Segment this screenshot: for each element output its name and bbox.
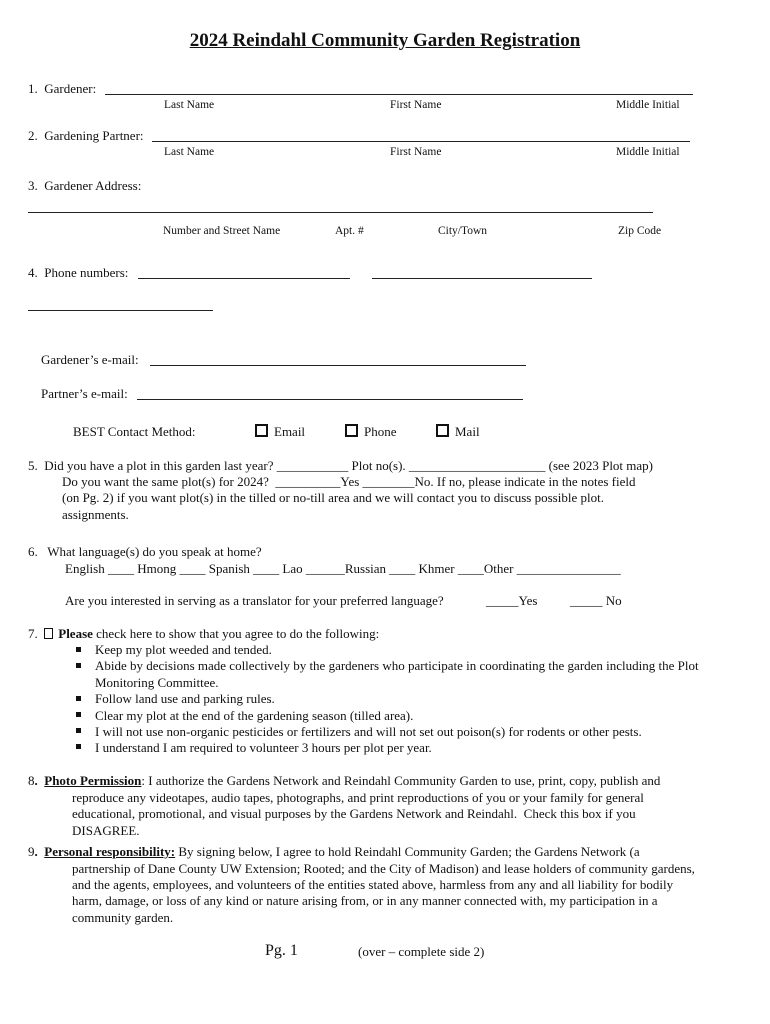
bullet-icon <box>76 663 81 668</box>
q8-line-2: reproduce any videotapes, audio tapes, photographs, and print reproductions of you or your family for general <box>72 790 644 805</box>
bullet-icon <box>76 647 81 652</box>
phone-label: 4. Phone numbers: <box>28 265 129 280</box>
street-caption: Number and Street Name <box>163 225 281 237</box>
q9-line-1: 9. Personal responsibility: By signing below, I agree to hold Reindahl Community Garden; the Gardens Network (a <box>28 844 640 859</box>
contact-email-label: Email <box>274 424 306 439</box>
q7-item-2: Abide by decisions made collectively by the gardeners who participate in coordinating the garden including the Plot <box>95 658 699 673</box>
q9-line-5: community garden. <box>72 910 174 925</box>
q5-line-1: 5. Did you have a plot in this garden last year? ___________ Plot no(s). _____________________ (see 2023 Plot map) <box>28 458 654 473</box>
phone-field-1[interactable] <box>138 278 350 279</box>
q8-line-4: DISAGREE. <box>72 823 140 838</box>
q6-line-1: 6. What language(s) do you speak at home? <box>28 544 262 559</box>
gardener-email-label: Gardener’s e-mail: <box>41 352 139 367</box>
personal-responsibility-heading: Personal responsibility: <box>44 844 176 859</box>
partner-name-field[interactable] <box>152 141 690 142</box>
address-label: 3. Gardener Address: <box>28 178 142 193</box>
q6-translator-question: Are you interested in serving as a translator for your preferred language? <box>65 593 444 608</box>
phone-field-3[interactable] <box>28 310 213 311</box>
checkbox-icon[interactable] <box>255 424 268 437</box>
q8-line-3: educational, promotional, and visual purposes by the Gardens Network and Reindahl. Check this box if you <box>72 806 636 821</box>
q8-line-1: 8. Photo Permission: I authorize the Gardens Network and Reindahl Community Garden to use, print, copy, publish and <box>28 773 661 788</box>
contact-mail-label: Mail <box>455 424 480 439</box>
address-field[interactable] <box>28 212 653 213</box>
city-caption: City/Town <box>438 225 488 237</box>
partner-first-name-caption: First Name <box>390 146 442 158</box>
bullet-icon <box>76 696 81 701</box>
q7-item-1: Keep my plot weeded and tended. <box>95 642 272 657</box>
contact-phone-option[interactable] <box>345 424 397 440</box>
partner-last-name-caption: Last Name <box>164 146 215 158</box>
gardener-first-name-caption: First Name <box>390 99 442 111</box>
gardener-last-name-caption: Last Name <box>164 99 215 111</box>
q7-header: 7. Please check here to show that you agree to do the following: <box>28 626 380 641</box>
q9-line-4: harm, damage, or loss of any kind or nature arising from, or in any manner connected with, my participation in a <box>72 893 658 908</box>
contact-mail-option[interactable] <box>436 424 480 440</box>
partner-middle-initial-caption: Middle Initial <box>616 146 680 158</box>
zip-caption: Zip Code <box>618 225 662 237</box>
contact-email-option[interactable] <box>255 424 305 440</box>
bullet-icon <box>76 712 81 717</box>
bullet-icon <box>76 744 81 749</box>
phone-field-2[interactable] <box>372 278 592 279</box>
partner-label: 2. Gardening Partner: <box>28 128 144 143</box>
q5-line-2: Do you want the same plot(s) for 2024? __________Yes ________No. If no, please indicate in the notes field <box>62 474 636 489</box>
contact-phone-label: Phone <box>364 424 397 439</box>
gardener-email-field[interactable] <box>150 365 526 366</box>
footer-note: (over – complete side 2) <box>358 944 485 959</box>
q5-line-3: (on Pg. 2) if you want plot(s) in the tilled or no-till area and we will contact you to discuss possible plot. <box>62 490 604 505</box>
translator-no[interactable]: _____ No <box>570 593 622 608</box>
q5-line-4: assignments. <box>62 507 129 522</box>
page-title: 2024 Reindahl Community Garden Registration <box>189 30 581 51</box>
contact-method-label: BEST Contact Method: <box>73 424 196 439</box>
translator-yes[interactable]: _____Yes <box>486 593 538 608</box>
partner-email-field[interactable] <box>137 399 523 400</box>
q6-languages: English ____ Hmong ____ Spanish ____ Lao ______Russian ____ Khmer ____Other ________________ <box>65 561 621 576</box>
agree-checkbox-icon[interactable] <box>44 628 53 639</box>
partner-email-label: Partner’s e-mail: <box>41 386 128 401</box>
gardener-name-field[interactable] <box>105 94 693 95</box>
checkbox-icon[interactable] <box>436 424 449 437</box>
q9-line-2: partnership of Dane County UW Extension; Rooted; and the City of Madison) and lease holders of community gardens, <box>72 861 695 876</box>
gardener-label: 1. Gardener: <box>28 81 97 96</box>
q7-item-6: I understand I am required to volunteer 3 hours per plot per year. <box>95 740 432 755</box>
q9-line-3: and the agents, employees, and volunteers of the entities stated above, harmless from any and all liability for bodily <box>72 877 674 892</box>
q7-item-5: I will not use non-organic pesticides or fertilizers and will not set out poison(s) for rodents or other pests. <box>95 724 642 739</box>
apt-caption: Apt. # <box>335 225 364 237</box>
page-number: Pg. 1 <box>265 942 298 959</box>
q7-item-4: Clear my plot at the end of the gardening season (tilled area). <box>95 708 414 723</box>
gardener-middle-initial-caption: Middle Initial <box>616 99 680 111</box>
checkbox-icon[interactable] <box>345 424 358 437</box>
photo-permission-heading: Photo Permission <box>44 773 142 788</box>
q7-item-3: Follow land use and parking rules. <box>95 691 275 706</box>
q7-item-2-cont: Monitoring Committee. <box>95 675 219 690</box>
bullet-icon <box>76 728 81 733</box>
